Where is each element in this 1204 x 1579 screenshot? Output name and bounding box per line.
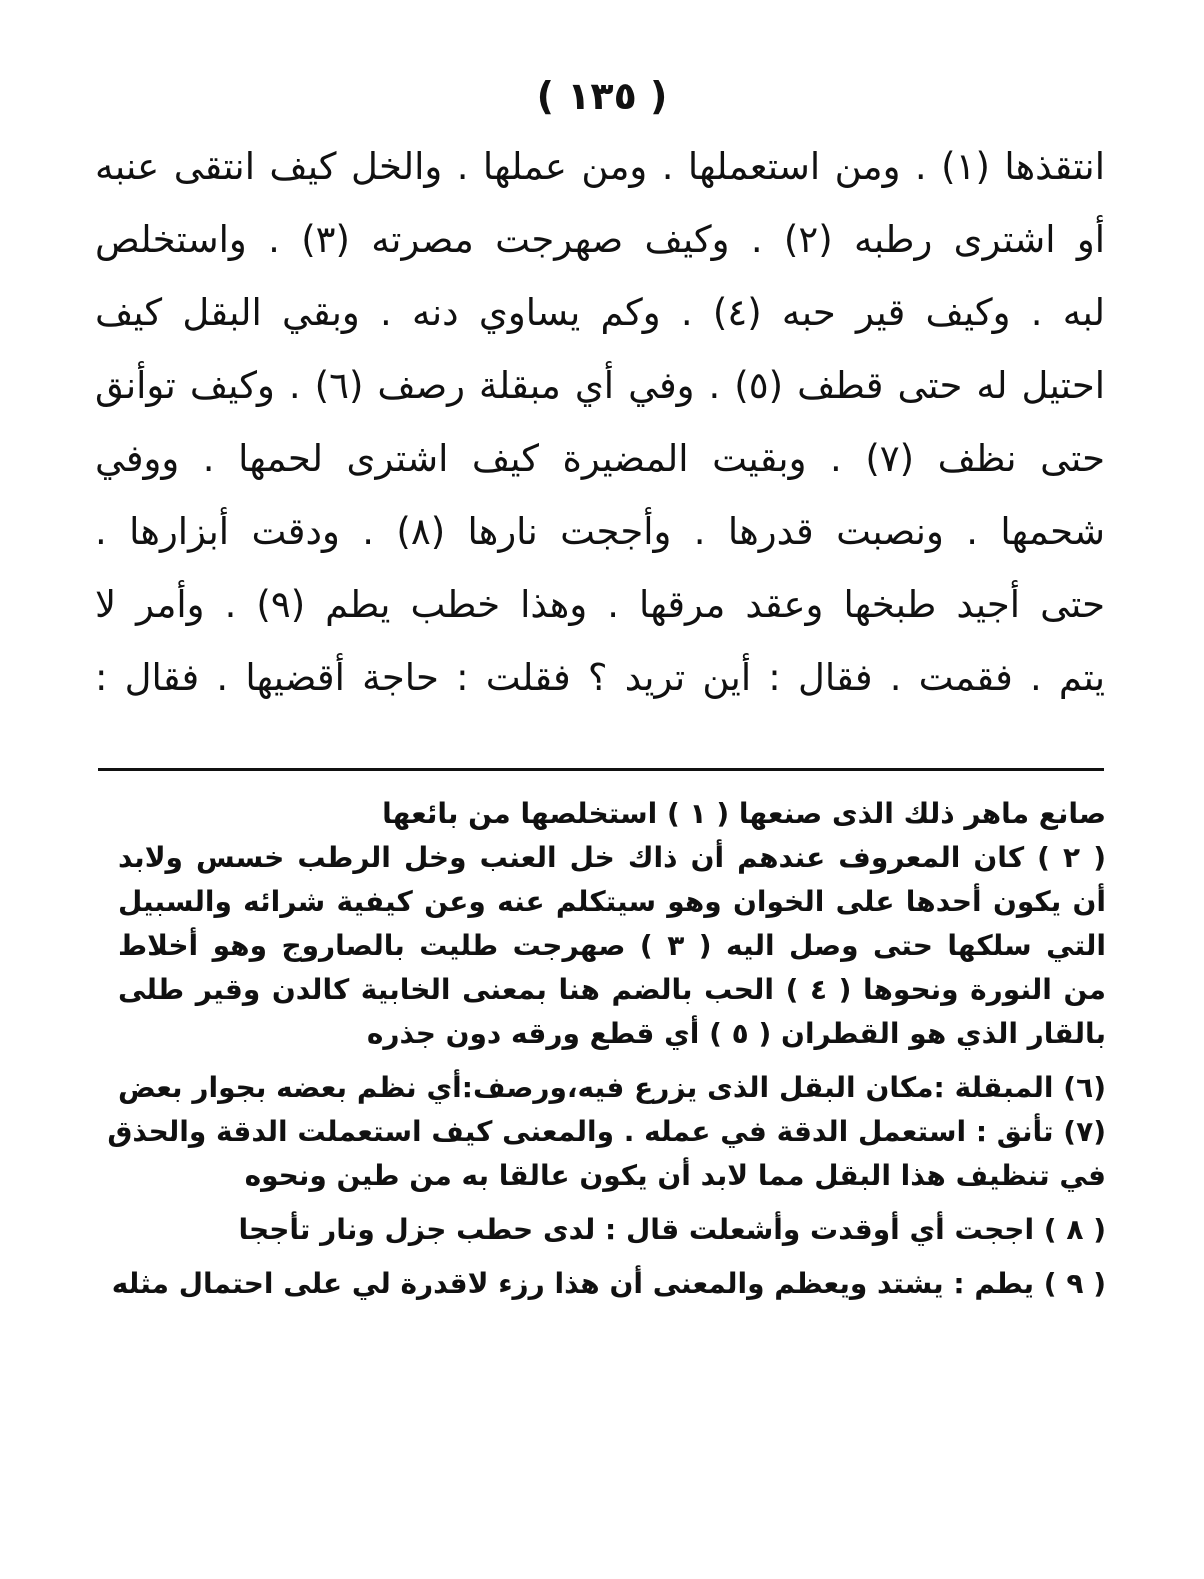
footnote-line-6: بالقار الذي هو القطران ( ٥ ) أي قطع ورقه دون جذره (366, 1017, 1106, 1050)
footnote-line-7: (٦) المبقلة :مكان البقل الذى يزرع فيه،ورصف:أي نظم بعضه بجوار بعض (118, 1071, 1106, 1104)
main-text-line-7: حتى أجيد طبخها وعقد مرقها . وهذا خطب يطم (٩) . وأمر لا (95, 583, 1105, 626)
main-text-line-8: يتم . فقمت . فقال : أين تريد ؟ فقلت : حاجة أقضيها . فقال : (95, 656, 1105, 699)
main-text-line-2: أو اشترى رطبه (٢) . وكيف صهرجت مصرته (٣) . واستخلص (95, 218, 1105, 261)
page-number: ( ١٣٥ ) (536, 74, 668, 118)
footnote-line-2: ( ٢ ) كان المعروف عندهم أن ذاك خل العنب وخل الرطب خسس ولابد (118, 841, 1107, 874)
footnotes (107, 792, 1107, 1306)
footnote-divider (98, 768, 1104, 771)
footnote-line-4: التي سلكها حتى وصل اليه ( ٣ ) صهرجت طليت بالصاروج وهو أخلاط (118, 929, 1106, 962)
footnote-line-11: ( ٩ ) يطم : يشتد ويعظم والمعنى أن هذا رزء لاقدرة لي على احتمال مثله (111, 1267, 1106, 1300)
footnote-line-8: (٧) تأنق : استعمل الدقة في عمله . والمعنى كيف استعملت الدقة والحذق (107, 1115, 1106, 1148)
main-text-line-4: احتيل له حتى قطف (٥) . وفي أي مبقلة رصف (٦) . وكيف توأنق (95, 364, 1105, 407)
footnote-line-5: من النورة ونحوها ( ٤ ) الحب بالضم هنا بمعنى الخابية كالدن وقير طلى (118, 973, 1106, 1006)
main-text-line-1: انتقذها (١) . ومن استعملها . ومن عملها . والخل كيف انتقى عنبه (95, 145, 1105, 188)
main-text-line-3: لبه . وكيف قير حبه (٤) . وكم يساوي دنه . وبقي البقل كيف (95, 291, 1105, 334)
footnote-line-10: ( ٨ ) اججت أي أوقدت وأشعلت قال : لدى حطب جزل ونار تأججا (238, 1213, 1106, 1246)
main-text-line-5: حتى نظف (٧) . وبقيت المضيرة كيف اشترى لحمها . ووفي (95, 437, 1105, 480)
main-text (95, 130, 1105, 714)
main-text-line-6: شحمها . ونصبت قدرها . وأججت نارها (٨) . ودقت أبزارها . (95, 510, 1105, 553)
footnote-line-1: صانع ماهر ذلك الذى صنعها ( ١ ) استخلصها من بائعها (382, 797, 1106, 830)
footnote-line-3: أن يكون أحدها على الخوان وهو سيتكلم عنه وعن كيفية شرائه والسبيل (118, 885, 1106, 918)
footnote-line-9: في تنظيف هذا البقل مما لابد أن يكون عالقا به من طين ونحوه (244, 1159, 1106, 1192)
